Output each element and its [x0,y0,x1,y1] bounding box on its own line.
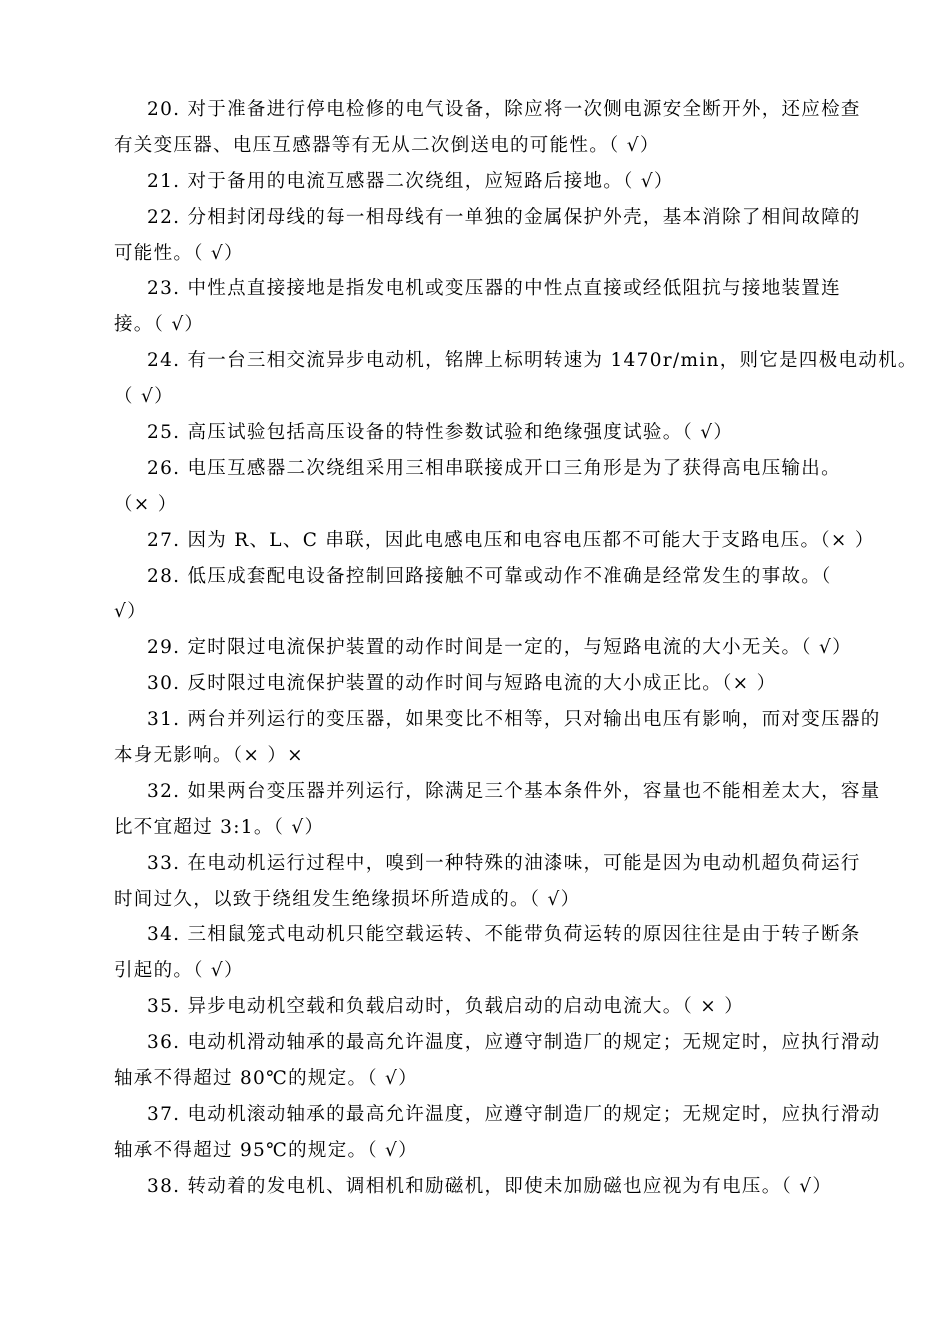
document-page [114,92,918,1205]
text-line: 36. 电动机滑动轴承的最高允许温度，应遵守制造厂的规定；无规定时，应执行滑动 [147,1032,881,1054]
text-line: 28. 低压成套配电设备控制回路接触不可靠或动作不准确是经常发生的事故。（ [147,565,832,587]
text-line: 29. 定时限过电流保护装置的动作时间是一定的，与短路电流的大小无关。（ √） [147,637,852,659]
text-line: 24. 有一台三相交流异步电动机，铭牌上标明转速为 1470r/min，则它是四极电动机。 [147,350,918,372]
text-line: 有关变压器、电压互感器等有无从二次倒送电的可能性。（ √） [114,134,660,156]
text-line: 本身无影响。（× ）× [114,745,304,767]
text-line: 26. 电压互感器二次绕组采用三相串联接成开口三角形是为了获得高电压输出。 [147,457,841,479]
text-line: 30. 反时限过电流保护装置的动作时间与短路电流的大小成正比。（× ） [147,673,777,695]
text-line: 37. 电动机滚动轴承的最高允许温度，应遵守制造厂的规定；无规定时，应执行滑动 [147,1103,881,1125]
text-line: 21. 对于备用的电流互感器二次绕组，应短路后接地。（ √） [147,170,674,192]
text-line: 轴承不得超过 80℃的规定。（ √） [114,1068,418,1090]
text-line: （ √） [114,386,174,408]
text-line: 可能性。（ √） [114,242,244,264]
text-line: 比不宜超过 3:1。（ √） [114,816,325,838]
text-line: 34. 三相鼠笼式电动机只能空载运转、不能带负荷运转的原因往往是由于转子断条 [147,924,861,946]
text-line: 31. 两台并列运行的变压器，如果变比不相等，只对输出电压有影响，而对变压器的 [147,709,881,731]
text-line: 32. 如果两台变压器并列运行，除满足三个基本条件外，容量也不能相差太大，容量 [147,780,881,802]
text-line: 38. 转动着的发电机、调相机和励磁机，即使未加励磁也应视为有电压。（ √） [147,1175,833,1197]
text-line: （× ） [114,493,178,515]
text-line: 22. 分相封闭母线的每一相母线有一单独的金属保护外壳，基本消除了相间故障的 [147,206,861,228]
text-line: 27. 因为 R、L、C 串联，因此电感电压和电容电压都不可能大于支路电压。（× ） [147,529,875,551]
text-line: 时间过久，以致于绕组发生绝缘损坏所造成的。（ √） [114,888,581,910]
text-line: 20. 对于准备进行停电检修的电气设备，除应将一次侧电源安全断开外，还应检查 [147,99,861,120]
text-line: √） [114,601,147,623]
text-line: 35. 异步电动机空载和负载启动时，负载启动的启动电流大。（ × ） [147,996,745,1018]
text-line: 轴承不得超过 95℃的规定。（ √） [114,1139,418,1161]
text-line: 接。（ √） [114,314,205,336]
text-line: 23. 中性点直接接地是指发电机或变压器的中性点直接或经低阻抗与接地装置连 [147,278,841,300]
text-line: 25. 高压试验包括高压设备的特性参数试验和绝缘强度试验。（ √） [147,422,734,444]
text-line: 引起的。（ √） [114,960,244,982]
text-line: 33. 在电动机运行过程中，嗅到一种特殊的油漆味，可能是因为电动机超负荷运行 [147,852,861,874]
